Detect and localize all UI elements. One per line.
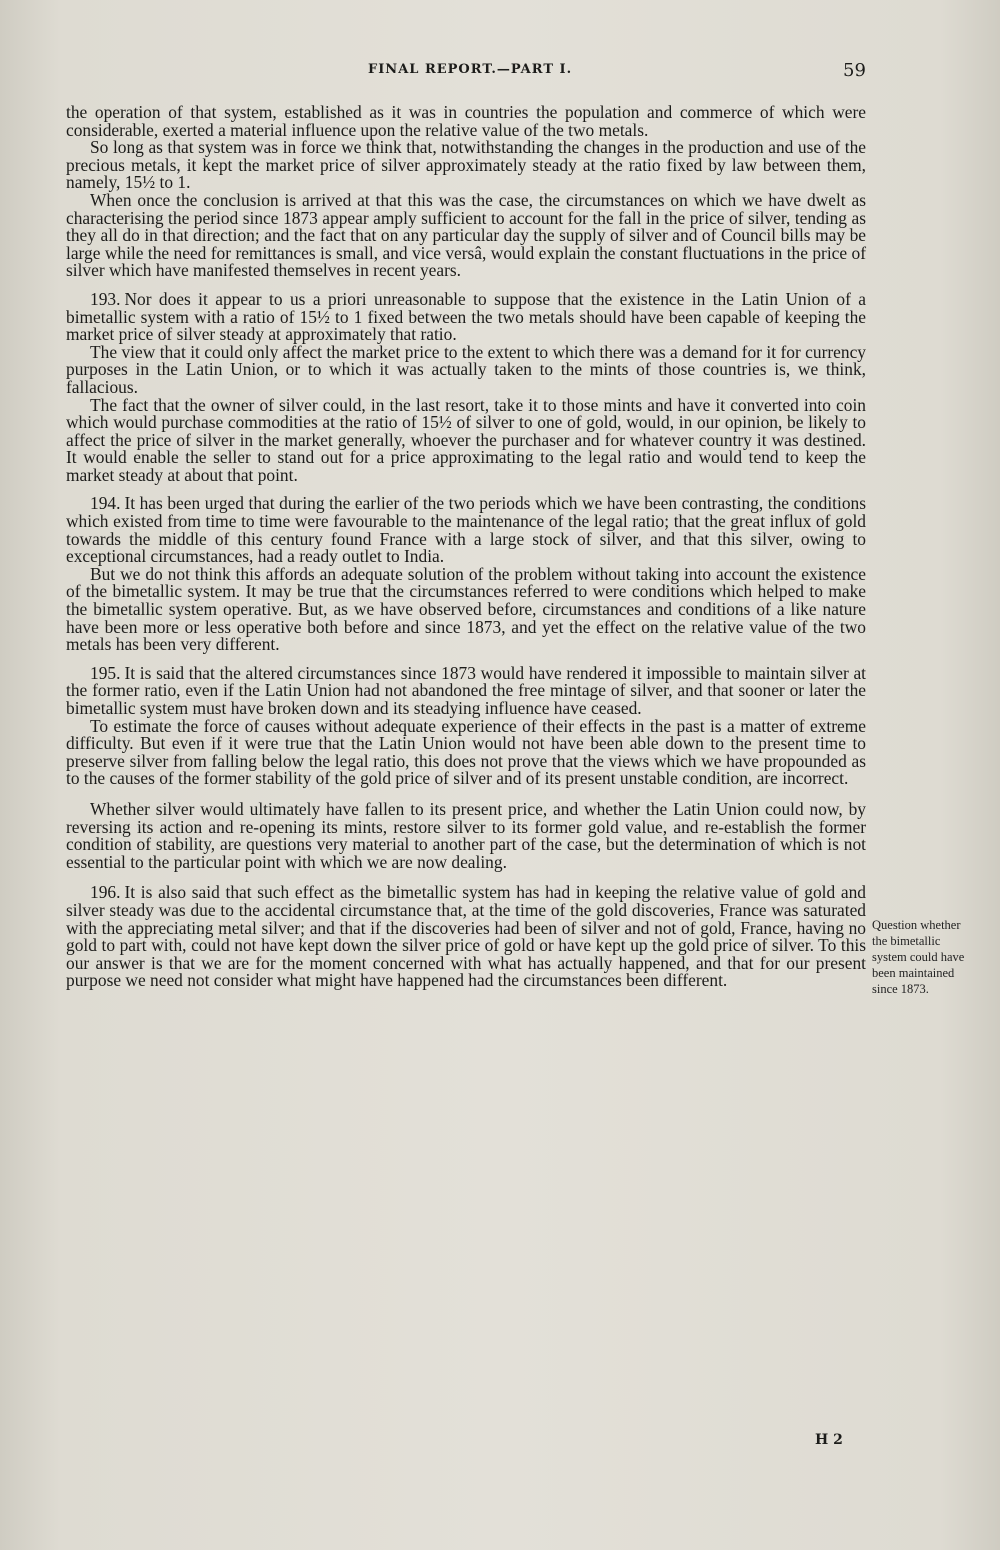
paragraph — [66, 715, 866, 789]
paragraph-number: 194. — [90, 493, 121, 514]
paragraph-text: It is said that the altered circumstances since 1873 would have rendered it impossible to maintain silver at the former ratio, even if the Latin Union had not abandoned the free mintage of silver, and that sooner or later the bimetallic system must have broken down and its steadying influence have ceased. — [66, 662, 866, 718]
paragraph — [66, 189, 866, 281]
paragraph-text: It has been urged that during the earlier of the two periods which we have been contrasting, the conditions which existed from time to time were favourable to the maintenance of the legal ratio; that the great influx of gold towards the middle of this century found France with a large stock of silver, and that this silver, owing to exceptional circumstances, had a ready outlet to India. — [66, 493, 866, 567]
paragraph-number: 195. — [90, 662, 121, 683]
page-header — [0, 62, 1000, 86]
signature-mark: H 2 — [815, 1432, 843, 1448]
paragraph-text: So long as that system was in force we think that, notwithstanding the changes in the production and use of the precious metals, it kept the market price of silver approximately steady at the ratio fixed by law between them, namely, 15½ to 1. — [66, 137, 866, 193]
paragraph — [66, 104, 866, 139]
paragraph-text: To estimate the force of causes without adequate experience of their effects in the past is a matter of extreme difficulty. But even if it were true that the Latin Union would not have been able down to the present time to preserve silver from falling below the legal ratio, this does not prove that the views which we have propounded as to the causes of the former stability of the gold price of silver and of its present unstable condition, are incorrect. — [66, 715, 866, 789]
paragraph — [66, 495, 866, 565]
paragraph-text: Whether silver would ultimately have fallen to its present price, and whether the Latin Union could now, by reversing its action and re-opening its mints, restore silver to its former gold value, and re-establish the former condition of stability, are questions very material to another part of the case, but the determination of which is not essential to the particular point with which we are now dealing. — [66, 798, 866, 872]
paragraph — [66, 341, 866, 397]
paragraph-text: Nor does it appear to us a priori unreasonable to suppose that the existence in the Latin Union of a bimetallic system with a ratio of 15½ to 1 fixed between the two metals should have been capable of keeping the market price of silver steady at approximately that ratio. — [66, 288, 866, 345]
paragraph — [66, 288, 866, 345]
paragraph-number: 196. — [90, 882, 121, 903]
paragraph — [66, 662, 866, 718]
page-number: 59 — [843, 60, 866, 81]
paragraph-text: It is also said that such effect as the bimetallic system has had in keeping the relative value of gold and silver steady was due to the accidental circumstance that, at the time of the gold discoveries, France was saturated with the appreciating metal silver; and that if the discoveries had been of silver and not of gold, France, having no gold to part with, could not have kept down the silver price of gold or have kept up the gold price of silver. To this our answer is that we are for the moment concerned with what has actually happened, and that for our present purpose we need not consider what might have happened had the circumstances been different. — [66, 882, 866, 991]
paragraph-text: The fact that the owner of silver could, in the last resort, take it to those mints and have it converted into coin which would purchase commodities at the ratio of 15½ of silver to one of gold, would, in our opinion, be likely to affect the price of silver in the market generally, whoever the purchaser and for whatever country it was destined. It would enable the seller to stand out for a price approximating to the legal ratio and would tend to keep the market steady at about that point. — [66, 394, 866, 485]
margin-note: Question whether the bimetallic system could have been maintained since 1873. — [872, 918, 965, 996]
running-head: FINAL REPORT.—PART I. — [368, 62, 573, 77]
paragraph-text: The view that it could only affect the market price to the extent to which there was a demand for it for currency purposes in the Latin Union, or to which it was actually taken to the mints of those countries is, we think, fallacious. — [66, 341, 866, 397]
paragraph-number: 193. — [90, 288, 121, 309]
paragraph — [66, 394, 866, 485]
paragraph — [66, 798, 866, 872]
paragraph — [66, 884, 866, 990]
paragraph — [66, 139, 866, 192]
paragraph-text: When once the conclusion is arrived at that this was the case, the circumstances on which we have dwelt as characterising the period since 1873 appear amply sufficient to account for the fall in the price of silver, tending as they all do in that direction; and the fact that on any particular day the supply of silver and of Council bills may be large while the need for remittances is small, and vice versâ, would explain the constant fluctuations in the price of silver which have manifested themselves in recent years. — [66, 189, 866, 281]
paragraph-text: the operation of that system, established as it was in countries the population and commerce of which were considerable, exerted a material influence upon the relative value of the two metals. — [66, 102, 866, 140]
paragraph — [66, 563, 866, 655]
paragraph-text: But we do not think this affords an adequate solution of the problem without taking into account the existence of the bimetallic system. It may be true that the circumstances referred to were conditions which helped to make the bimetallic system operative. But, as we have observed before, circumstances and conditions of a like nature have been more or less operative both before and since 1873, and yet the effect on the relative value of the two metals has been very different. — [66, 563, 866, 655]
body-text — [66, 104, 866, 990]
